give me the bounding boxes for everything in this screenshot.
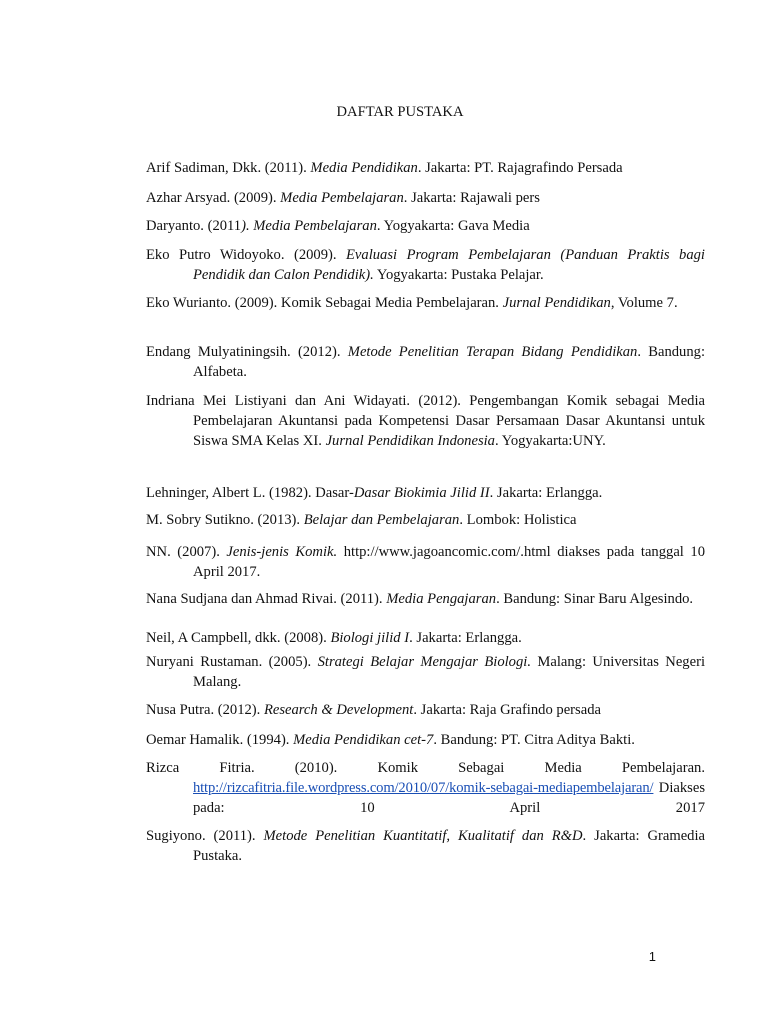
reference-entry: Sugiyono. (2011). Metode Penelitian Kuantitatif, Kualitatif dan R&D. Jakarta: Gramedia Pustaka.	[146, 828, 706, 864]
reference-entry: Azhar Arsyad. (2009). Media Pembelajaran. Jakarta: Rajawali pers	[146, 190, 540, 206]
reference-entry: Nusa Putra. (2012). Research & Development. Jakarta: Raja Grafindo persada	[146, 702, 601, 718]
reference-entry: Endang Mulyatiningsih. (2012). Metode Penelitian Terapan Bidang Pendidikan. Bandung: Alfabeta.	[146, 344, 705, 380]
reference-entry: Rizca Fitria. (2010). Komik Sebagai Media Pembelajaran. http://rizcafitria.file.wordpress.com/2010/07/komik-sebagai-mediapembelajaran/ Diakses pada: 10 April 2017	[146, 760, 705, 816]
page-number: 1	[648, 949, 656, 964]
reference-entry: Eko Wurianto. (2009). Komik Sebagai Media Pembelajaran. Jurnal Pendidikan, Volume 7.	[146, 295, 678, 311]
reference-entry: Neil, A Campbell, dkk. (2008). Biologi jilid I. Jakarta: Erlangga.	[146, 630, 522, 646]
reference-entry: Arif Sadiman, Dkk. (2011). Media Pendidikan. Jakarta: PT. Rajagrafindo Persada	[146, 160, 623, 176]
reference-entry: NN. (2007). Jenis-jenis Komik. http://www.jagoancomic.com/.html diakses pada tanggal 10 April 2017.	[146, 544, 706, 580]
reference-entry: Nuryani Rustaman. (2005). Strategi Belajar Mengajar Biologi. Malang: Universitas Negeri Malang.	[146, 654, 705, 690]
reference-entry: Eko Putro Widoyoko. (2009). Evaluasi Program Pembelajaran (Panduan Praktis bagi Pendidik dan Calon Pendidik). Yogyakarta: Pustaka Pelajar.	[146, 247, 705, 283]
reference-entry: Nana Sudjana dan Ahmad Rivai. (2011). Media Pengajaran. Bandung: Sinar Baru Algesindo.	[146, 591, 694, 607]
page-title: DAFTAR PUSTAKA	[336, 104, 464, 120]
reference-entry: Lehninger, Albert L. (1982). Dasar-Dasar Biokimia Jilid II. Jakarta: Erlangga.	[146, 485, 603, 501]
reference-entry: Indriana Mei Listiyani dan Ani Widayati. (2012). Pengembangan Komik sebagai Media Pembelajaran Akuntansi pada Kompetensi Dasar Persamaan Dasar Akuntansi untuk Siswa SMA Kelas XI. Jurnal Pendidikan Indonesia. Yogyakarta:UNY.	[146, 393, 705, 449]
reference-entry: Daryanto. (2011). Media Pembelajaran. Yogyakarta: Gava Media	[146, 218, 530, 234]
reference-link[interactable]: http://rizcafitria.file.wordpress.com/2010/07/komik-sebagai-mediapembelajaran/	[193, 779, 654, 796]
reference-entry: M. Sobry Sutikno. (2013). Belajar dan Pembelajaran. Lombok: Holistica	[146, 512, 577, 528]
reference-entry: Oemar Hamalik. (1994). Media Pendidikan cet-7. Bandung: PT. Citra Aditya Bakti.	[146, 732, 635, 748]
